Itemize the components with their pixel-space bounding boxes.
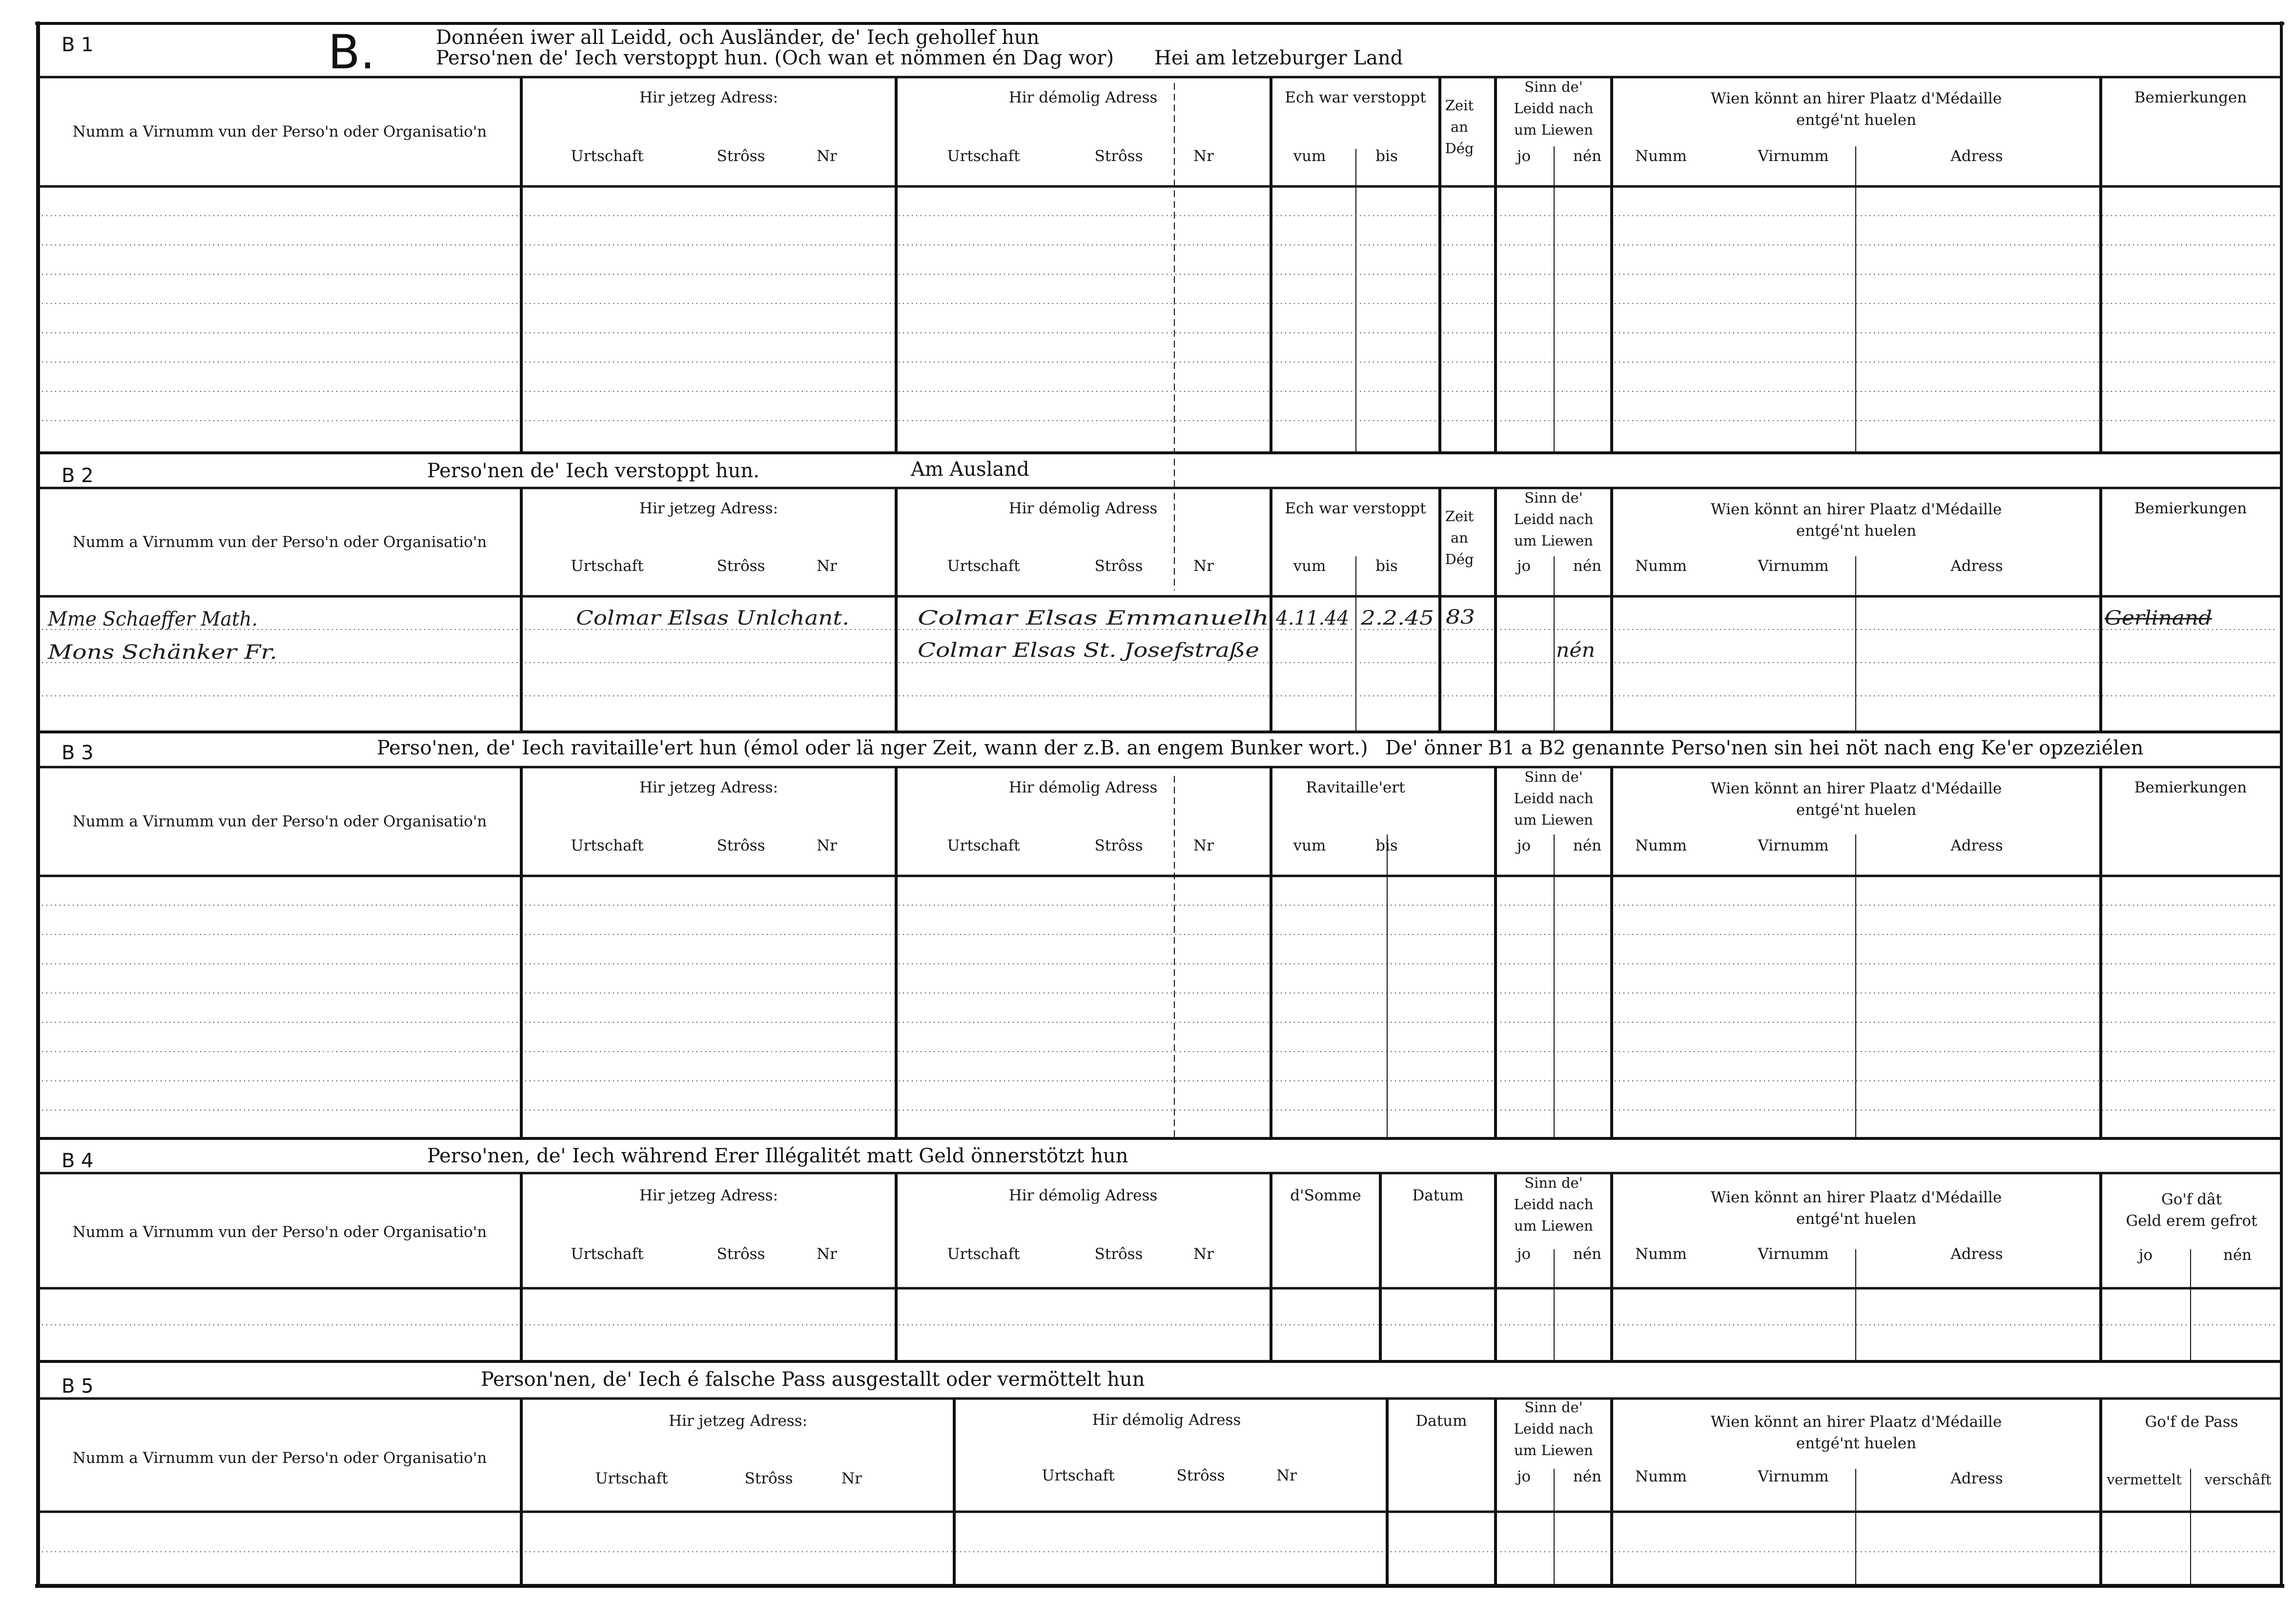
header-stross: Strôss [1094, 1245, 1143, 1263]
header-address: Adress [1950, 1470, 2003, 1487]
entry-name[interactable]: Mme Schaeffer Math. [47, 608, 258, 630]
header-urtschaft: Urtschaft [595, 1470, 668, 1487]
date-header: Datum [1412, 1187, 1464, 1204]
form-grid [35, 21, 2284, 1588]
section-id: B 4 [62, 1150, 94, 1172]
header-yes: jo [2138, 1246, 2153, 1264]
header-stross: Strôss [717, 147, 765, 165]
section-title: Donnéen iwer all Leidd, och Ausländer, de' Iech gehollef hun [436, 26, 1040, 49]
days-header: Dég [1445, 551, 1474, 568]
former-address-header: Hir démolig Adress [1008, 1187, 1158, 1204]
header-yes: jo [1517, 837, 1531, 854]
days-header: Zeit [1445, 97, 1474, 114]
header-no: nén [1573, 837, 1602, 854]
name-column-header: Numm a Virnumm vun der Perso'n oder Organisatio'n [72, 533, 487, 551]
medal-header: Wien könnt an hirer Plaatz d'Médaille [1710, 501, 2002, 518]
header-stross: Strôss [717, 837, 765, 854]
header-urtschaft: Urtschaft [571, 147, 644, 165]
header-stross: Strôss [1094, 147, 1143, 165]
header-firstname: Virnumm [1758, 1245, 1829, 1263]
header-no: nén [1573, 1468, 1602, 1485]
header-stross: Strôss [1176, 1467, 1225, 1484]
medal-header: Wien könnt an hirer Plaatz d'Médaille [1710, 780, 2002, 797]
header-to: bis [1375, 837, 1398, 854]
section-id: B 2 [62, 465, 94, 487]
header-nr: Nr [817, 557, 837, 575]
header-nr: Nr [1193, 557, 1214, 575]
header-urtschaft: Urtschaft [947, 837, 1020, 854]
entry-days[interactable]: 83 [1446, 606, 1475, 629]
alive-header: Sinn de' [1524, 769, 1583, 785]
section-id: B 3 [62, 742, 94, 764]
header-firstname: Virnumm [1758, 837, 1829, 854]
section-title: Perso'nen de' Iech verstoppt hun. [427, 460, 759, 482]
section-subtitle: Am Ausland [911, 458, 1029, 481]
header-yes: jo [1517, 557, 1531, 575]
alive-header: Sinn de' [1524, 79, 1583, 95]
name-column-header: Numm a Virnumm vun der Perso'n oder Organisatio'n [72, 123, 487, 141]
hiding-period-header: Ech war verstoppt [1285, 89, 1426, 106]
header-yes: jo [1517, 147, 1531, 165]
header-no: nén [1573, 147, 1602, 165]
money-header: Go'f dât [2161, 1191, 2222, 1208]
header-address: Adress [1950, 837, 2003, 854]
days-header: Dég [1445, 140, 1474, 157]
section-subtitle: Hei am letzeburger Land [1154, 47, 1403, 69]
alive-header: um Liewen [1514, 811, 1593, 828]
section-title: Perso'nen, de' Iech ravitaille'ert hun (émol oder lä nger Zeit, wann der z.B. an engem Bunker wort.) [377, 737, 1368, 759]
section-title: Perso'nen de' Iech verstoppt hun. (Och wan et nömmen én Dag wor) [436, 47, 1114, 69]
entry-hidden-from[interactable]: 4.11.44 [1275, 607, 1349, 629]
header-name: Numm [1635, 147, 1687, 165]
form-letter: B. [328, 25, 375, 80]
alive-header: um Liewen [1514, 532, 1593, 549]
header-procured: verschâft [2204, 1471, 2272, 1488]
header-from: vum [1293, 147, 1326, 165]
remarks-header: Bemierkungen [2134, 779, 2247, 796]
hiding-period-header: Ech war verstoppt [1285, 500, 1426, 517]
header-urtschaft: Urtschaft [571, 1245, 644, 1263]
former-address-header: Hir démolig Adress [1008, 89, 1158, 106]
entry-hidden-to[interactable]: 2.2.45 [1360, 607, 1434, 629]
date-header: Datum [1415, 1412, 1467, 1430]
section-title: De' önner B1 a B2 genannte Perso'nen sin hei nöt nach eng Ke'er opzeziélen [1385, 737, 2144, 759]
alive-header: Leidd nach [1514, 100, 1594, 117]
days-header: an [1451, 529, 1468, 546]
alive-header: Leidd nach [1514, 790, 1594, 807]
header-urtschaft: Urtschaft [947, 557, 1020, 575]
days-header: an [1451, 119, 1468, 135]
current-address-header: Hir jetzeg Adress: [668, 1412, 808, 1430]
alive-header: Leidd nach [1514, 511, 1594, 527]
entry-current-address[interactable]: Colmar Elsas Unlchant. [576, 607, 849, 629]
medal-header: Wien könnt an hirer Plaatz d'Médaille [1710, 1413, 2002, 1431]
alive-header: um Liewen [1514, 1217, 1593, 1234]
money-header: Geld erem gefrot [2126, 1212, 2257, 1230]
former-address-header: Hir démolig Adress [1008, 500, 1158, 517]
entry-former-address[interactable]: Colmar Elsas St. Josefstraße [918, 639, 1259, 662]
header-no: nén [1573, 557, 1602, 575]
header-address: Adress [1950, 557, 2003, 575]
medal-header: entgé'nt huelen [1796, 1435, 1917, 1452]
header-no: nén [2223, 1246, 2252, 1264]
header-urtschaft: Urtschaft [947, 1245, 1020, 1263]
medal-header: entgé'nt huelen [1796, 111, 1917, 129]
alive-header: Sinn de' [1524, 1175, 1583, 1191]
entry-name[interactable]: Mons Schänker Fr. [47, 641, 278, 664]
header-nr: Nr [1193, 147, 1214, 165]
header-yes: jo [1517, 1245, 1531, 1263]
header-firstname: Virnumm [1758, 1468, 1829, 1485]
name-column-header: Numm a Virnumm vun der Perso'n oder Organisatio'n [72, 812, 487, 831]
section-title: Perso'nen, de' Iech während Erer Illégalitét matt Geld önnerstötzt hun [427, 1145, 1128, 1167]
entry-alive-no[interactable]: nén [1556, 639, 1595, 662]
header-from: vum [1293, 837, 1326, 854]
header-address: Adress [1950, 1245, 2003, 1263]
name-column-header: Numm a Virnumm vun der Perso'n oder Organisatio'n [72, 1223, 487, 1241]
current-address-header: Hir jetzeg Adress: [639, 779, 779, 796]
days-header: Zeit [1445, 508, 1474, 525]
header-arranged: vermettelt [2107, 1471, 2182, 1488]
alive-header: Leidd nach [1514, 1196, 1594, 1213]
alive-header: Sinn de' [1524, 489, 1583, 506]
header-name: Numm [1635, 557, 1687, 575]
header-name: Numm [1635, 1245, 1687, 1263]
header-nr: Nr [1193, 1245, 1214, 1263]
header-nr: Nr [1276, 1467, 1297, 1484]
medal-header: entgé'nt huelen [1796, 1210, 1917, 1228]
alive-header: Leidd nach [1514, 1420, 1594, 1437]
entry-remarks[interactable]: Gerlinand [2105, 607, 2212, 629]
header-stross: Strôss [717, 1245, 765, 1263]
header-urtschaft: Urtschaft [947, 147, 1020, 165]
header-urtschaft: Urtschaft [571, 557, 644, 575]
header-to: bis [1375, 557, 1398, 575]
header-to: bis [1375, 147, 1398, 165]
section-id: B 5 [62, 1375, 94, 1398]
medal-header: entgé'nt huelen [1796, 522, 1917, 540]
name-column-header: Numm a Virnumm vun der Perso'n oder Organisatio'n [72, 1449, 487, 1467]
header-nr: Nr [817, 1245, 837, 1263]
header-name: Numm [1635, 1468, 1687, 1485]
header-yes: jo [1517, 1468, 1531, 1485]
current-address-header: Hir jetzeg Adress: [639, 1187, 779, 1204]
alive-header: um Liewen [1514, 1442, 1593, 1459]
header-nr: Nr [1193, 837, 1214, 854]
alive-header: Sinn de' [1524, 1399, 1583, 1416]
header-stross: Strôss [744, 1470, 793, 1487]
entry-former-address[interactable]: Colmar Elsas Emmanuelh [918, 607, 1269, 629]
current-address-header: Hir jetzeg Adress: [639, 89, 779, 106]
remarks-header: Bemierkungen [2134, 500, 2247, 517]
header-stross: Strôss [1094, 557, 1143, 575]
pass-header: Go'f de Pass [2145, 1413, 2238, 1431]
hiding-period-header: Ravitaille'ert [1306, 779, 1405, 796]
header-no: nén [1573, 1245, 1602, 1263]
header-name: Numm [1635, 837, 1687, 854]
form-text [47, 25, 2272, 1488]
header-from: vum [1293, 557, 1326, 575]
header-nr: Nr [817, 837, 837, 854]
medal-header: entgé'nt huelen [1796, 801, 1917, 819]
former-address-header: Hir démolig Adress [1008, 779, 1158, 796]
sum-header: d'Somme [1290, 1187, 1361, 1204]
header-address: Adress [1950, 147, 2003, 165]
header-urtschaft: Urtschaft [571, 837, 644, 854]
header-nr: Nr [841, 1470, 862, 1487]
medal-header: Wien könnt an hirer Plaatz d'Médaille [1710, 90, 2002, 107]
header-firstname: Virnumm [1758, 147, 1829, 165]
header-urtschaft: Urtschaft [1042, 1467, 1115, 1484]
alive-header: um Liewen [1514, 122, 1593, 138]
remarks-header: Bemierkungen [2134, 89, 2247, 106]
header-firstname: Virnumm [1758, 557, 1829, 575]
header-stross: Strôss [1094, 837, 1143, 854]
header-nr: Nr [817, 147, 837, 165]
former-address-header: Hir démolig Adress [1092, 1411, 1241, 1429]
medal-header: Wien könnt an hirer Plaatz d'Médaille [1710, 1189, 2002, 1206]
header-stross: Strôss [717, 557, 765, 575]
section-id: B 1 [62, 34, 94, 56]
section-title: Person'nen, de' Iech é falsche Pass ausgestallt oder vermöttelt hun [481, 1368, 1145, 1391]
current-address-header: Hir jetzeg Adress: [639, 500, 779, 517]
